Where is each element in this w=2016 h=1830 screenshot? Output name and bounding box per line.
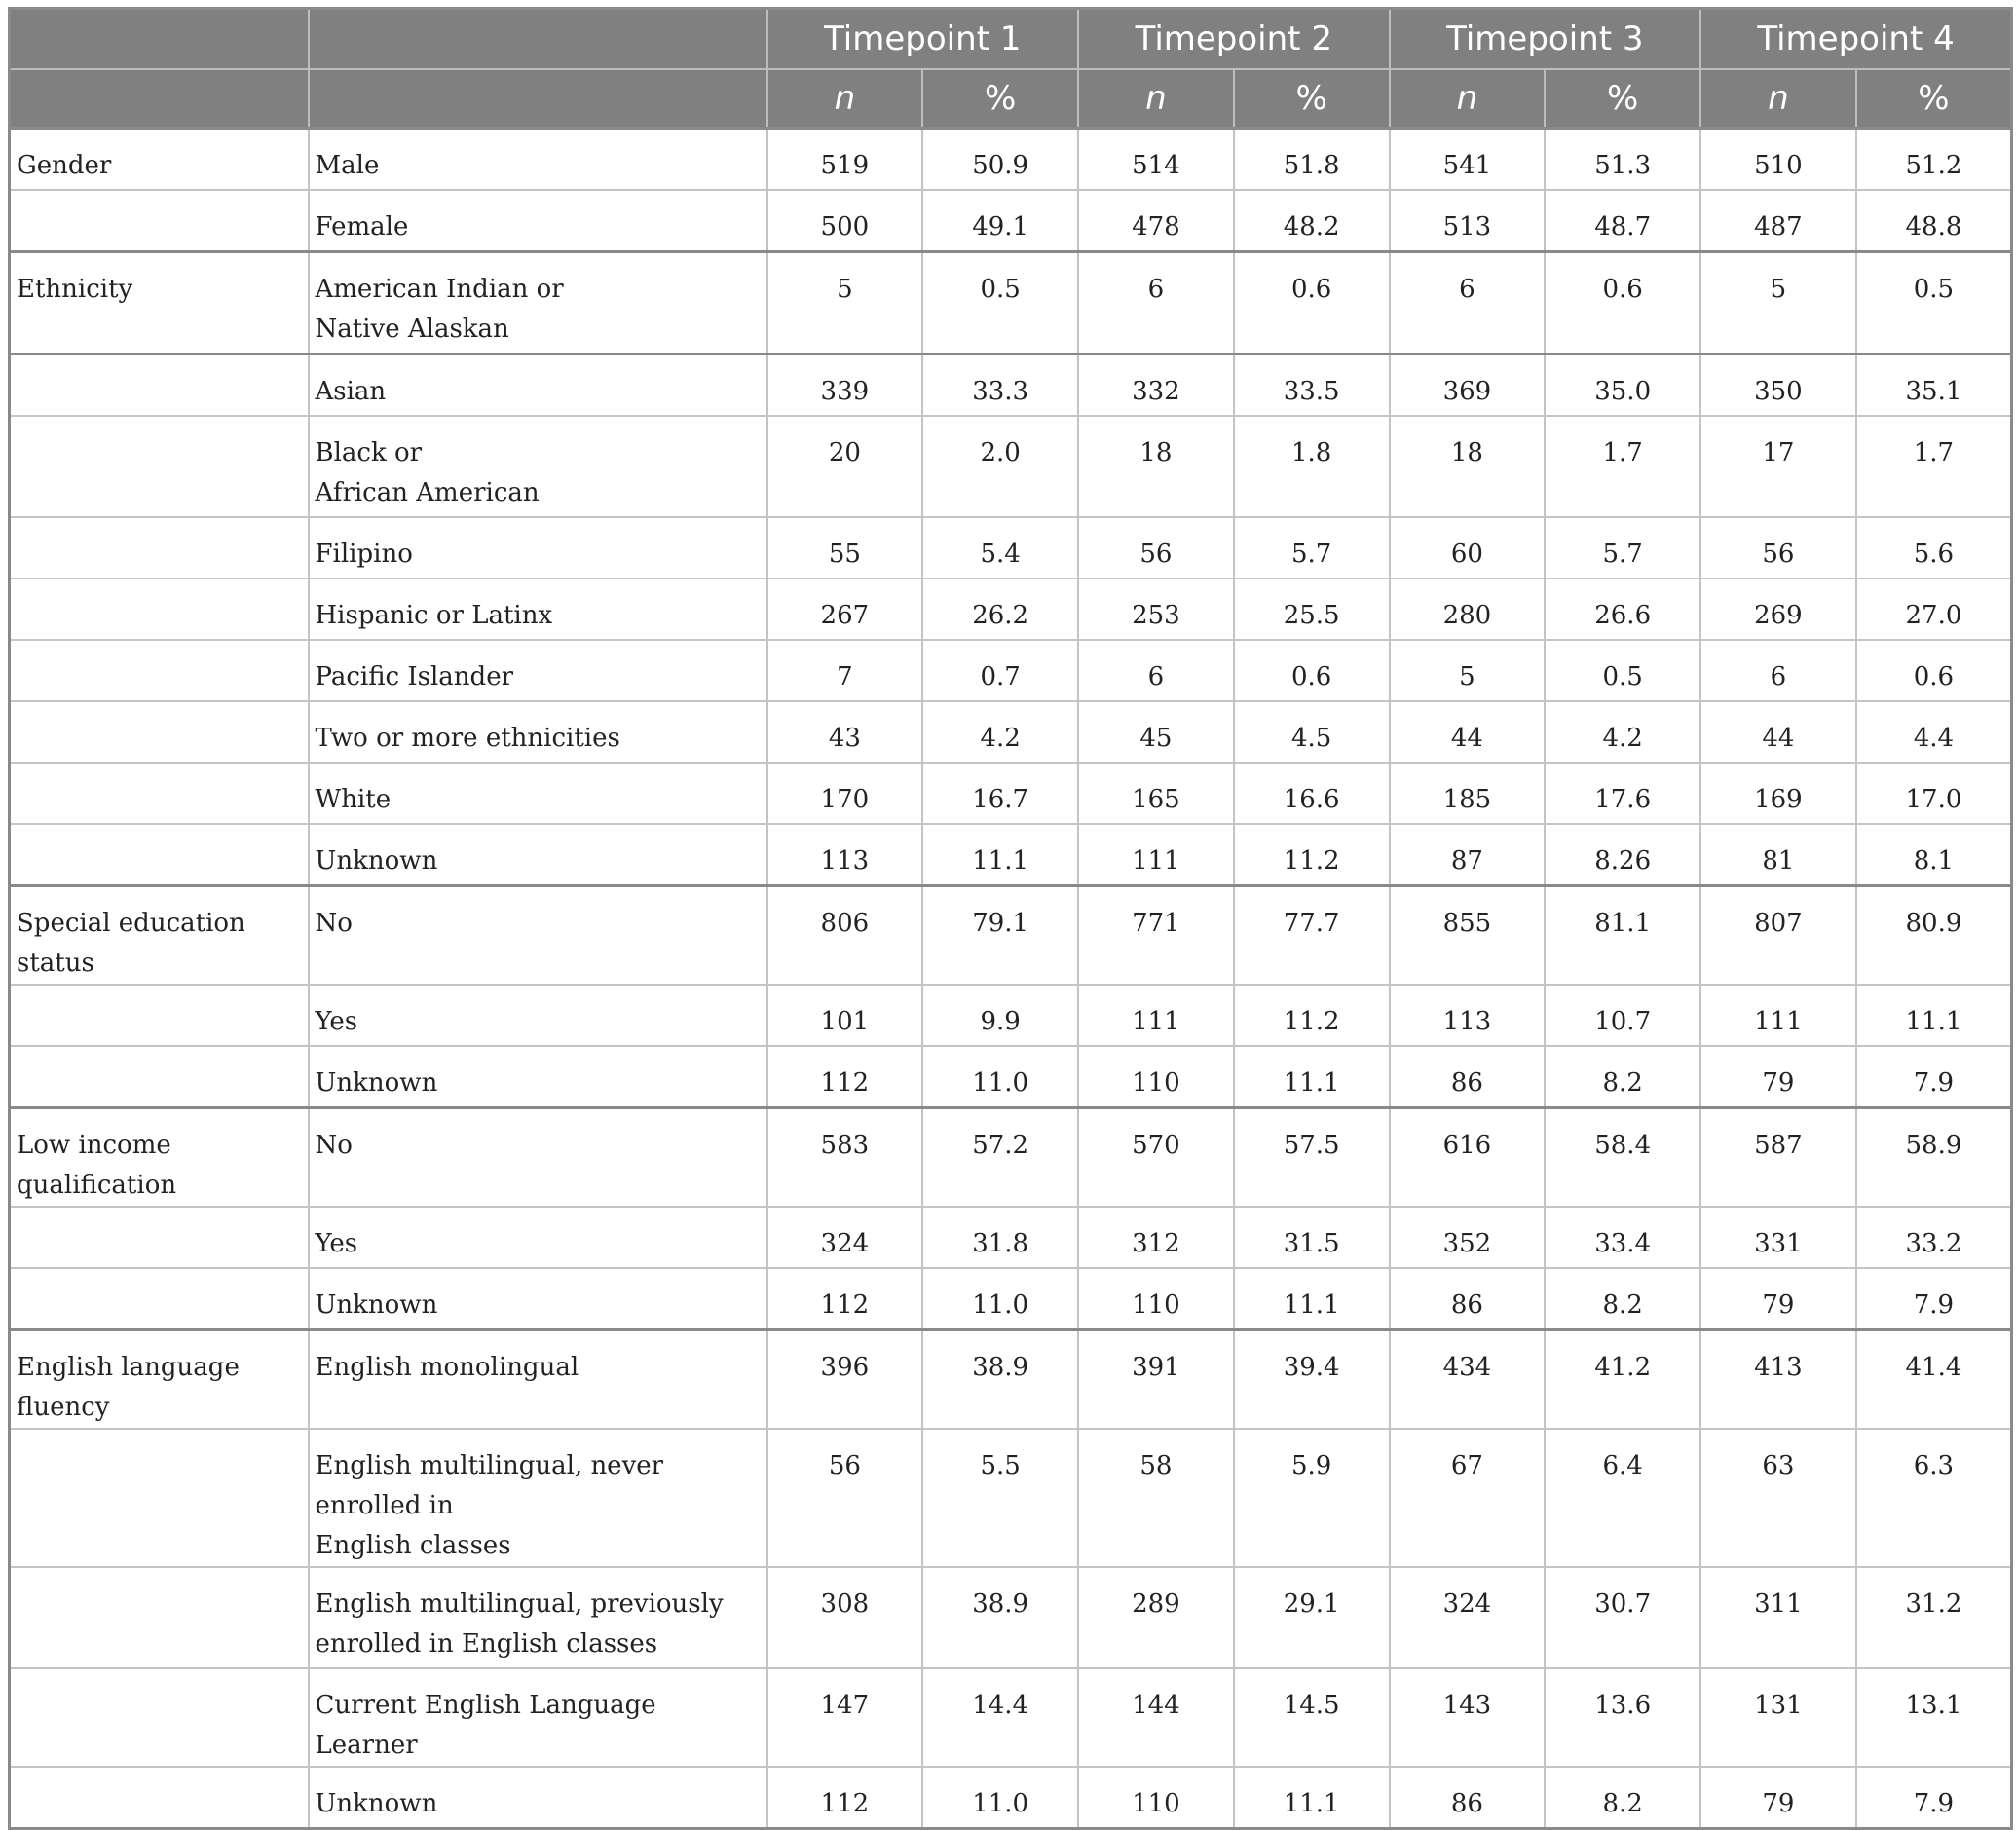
count-cell: 807	[1700, 886, 1856, 986]
percent-cell: 1.7	[1545, 416, 1700, 517]
percent-cell: 8.1	[1856, 824, 2012, 886]
table-row	[10, 190, 2012, 252]
count-cell: 81	[1700, 824, 1856, 886]
header-timepoint-3: Timepoint 3	[1390, 9, 1701, 70]
percent-cell: 11.1	[1856, 985, 2012, 1046]
table-row	[10, 985, 2012, 1046]
percent-cell: 51.2	[1856, 129, 2012, 191]
category-label: Hispanic or Latinx	[309, 579, 767, 640]
count-cell: 60	[1390, 517, 1546, 579]
percent-cell: 35.1	[1856, 355, 2012, 417]
category-label: No	[309, 1108, 767, 1208]
table-row	[10, 1046, 2012, 1108]
count-cell: 514	[1078, 129, 1234, 191]
percent-cell: 5.6	[1856, 517, 2012, 579]
group-label: Low income qualification	[10, 1108, 309, 1208]
category-label: English multilingual, never enrolled in English classes	[309, 1429, 767, 1567]
percent-cell: 58.4	[1545, 1108, 1700, 1208]
group-label	[10, 763, 309, 824]
category-label: White	[309, 763, 767, 824]
group-label	[10, 1268, 309, 1330]
percent-cell: 39.4	[1234, 1330, 1390, 1430]
count-cell: 6	[1078, 252, 1234, 355]
count-cell: 112	[767, 1268, 923, 1330]
header-percent: %	[1545, 69, 1700, 129]
percent-cell: 8.2	[1545, 1046, 1700, 1108]
percent-cell: 58.9	[1856, 1108, 2012, 1208]
percent-cell: 7.9	[1856, 1046, 2012, 1108]
count-cell: 63	[1700, 1429, 1856, 1567]
percent-cell: 14.4	[922, 1668, 1078, 1767]
count-cell: 143	[1390, 1668, 1546, 1767]
count-cell: 396	[767, 1330, 923, 1430]
percent-cell: 17.0	[1856, 763, 2012, 824]
count-cell: 111	[1078, 985, 1234, 1046]
percent-cell: 10.7	[1545, 985, 1700, 1046]
percent-cell: 38.9	[922, 1330, 1078, 1430]
percent-cell: 48.8	[1856, 190, 2012, 252]
count-cell: 339	[767, 355, 923, 417]
count-cell: 131	[1700, 1668, 1856, 1767]
group-label	[10, 1046, 309, 1108]
header-row-timepoints	[10, 9, 2012, 70]
count-cell: 510	[1700, 129, 1856, 191]
count-cell: 855	[1390, 886, 1546, 986]
count-cell: 6	[1078, 640, 1234, 701]
percent-cell: 33.2	[1856, 1207, 2012, 1268]
percent-cell: 35.0	[1545, 355, 1700, 417]
count-cell: 806	[767, 886, 923, 986]
category-label: No	[309, 886, 767, 986]
count-cell: 331	[1700, 1207, 1856, 1268]
percent-cell: 1.7	[1856, 416, 2012, 517]
count-cell: 86	[1390, 1046, 1546, 1108]
count-cell: 350	[1700, 355, 1856, 417]
category-label: Female	[309, 190, 767, 252]
group-label: English language fluency	[10, 1330, 309, 1430]
header-n: n	[1390, 69, 1546, 129]
count-cell: 56	[767, 1429, 923, 1567]
percent-cell: 38.9	[922, 1567, 1078, 1668]
count-cell: 324	[767, 1207, 923, 1268]
count-cell: 18	[1078, 416, 1234, 517]
count-cell: 44	[1700, 701, 1856, 763]
percent-cell: 4.5	[1234, 701, 1390, 763]
count-cell: 478	[1078, 190, 1234, 252]
header-percent: %	[1234, 69, 1390, 129]
percent-cell: 50.9	[922, 129, 1078, 191]
percent-cell: 0.6	[1234, 252, 1390, 355]
percent-cell: 4.2	[1545, 701, 1700, 763]
table-row	[10, 129, 2012, 191]
category-label: Yes	[309, 1207, 767, 1268]
group-label	[10, 985, 309, 1046]
category-label: Current English Language Learner	[309, 1668, 767, 1767]
group-label	[10, 824, 309, 886]
count-cell: 413	[1700, 1330, 1856, 1430]
category-label: Unknown	[309, 1268, 767, 1330]
table-row	[10, 1429, 2012, 1567]
percent-cell: 2.0	[922, 416, 1078, 517]
header-row-stats	[10, 69, 2012, 129]
percent-cell: 5.4	[922, 517, 1078, 579]
count-cell: 44	[1390, 701, 1546, 763]
count-cell: 111	[1078, 824, 1234, 886]
count-cell: 86	[1390, 1767, 1546, 1829]
count-cell: 112	[767, 1767, 923, 1829]
table-row	[10, 1207, 2012, 1268]
category-label: Filipino	[309, 517, 767, 579]
header-blank-group-2	[10, 69, 309, 129]
count-cell: 280	[1390, 579, 1546, 640]
header-percent: %	[922, 69, 1078, 129]
category-label: English multilingual, previously enrolled in English classes	[309, 1567, 767, 1668]
count-cell: 56	[1078, 517, 1234, 579]
category-label: American Indian or Native Alaskan	[309, 252, 767, 355]
count-cell: 113	[767, 824, 923, 886]
percent-cell: 79.1	[922, 886, 1078, 986]
count-cell: 110	[1078, 1268, 1234, 1330]
count-cell: 434	[1390, 1330, 1546, 1430]
percent-cell: 31.5	[1234, 1207, 1390, 1268]
count-cell: 43	[767, 701, 923, 763]
count-cell: 169	[1700, 763, 1856, 824]
percent-cell: 0.5	[1856, 252, 2012, 355]
percent-cell: 41.4	[1856, 1330, 2012, 1430]
percent-cell: 0.5	[922, 252, 1078, 355]
percent-cell: 33.3	[922, 355, 1078, 417]
group-label	[10, 640, 309, 701]
group-label	[10, 579, 309, 640]
header-n: n	[1700, 69, 1856, 129]
group-label	[10, 701, 309, 763]
group-label	[10, 517, 309, 579]
count-cell: 185	[1390, 763, 1546, 824]
percent-cell: 31.2	[1856, 1567, 2012, 1668]
count-cell: 6	[1700, 640, 1856, 701]
percent-cell: 11.0	[922, 1767, 1078, 1829]
percent-cell: 11.0	[922, 1046, 1078, 1108]
count-cell: 67	[1390, 1429, 1546, 1567]
count-cell: 79	[1700, 1046, 1856, 1108]
category-label: Unknown	[309, 1046, 767, 1108]
count-cell: 55	[767, 517, 923, 579]
count-cell: 113	[1390, 985, 1546, 1046]
group-label	[10, 1767, 309, 1829]
percent-cell: 0.5	[1545, 640, 1700, 701]
percent-cell: 8.26	[1545, 824, 1700, 886]
percent-cell: 14.5	[1234, 1668, 1390, 1767]
percent-cell: 49.1	[922, 190, 1078, 252]
percent-cell: 26.2	[922, 579, 1078, 640]
header-timepoint-2: Timepoint 2	[1078, 9, 1390, 70]
table-row	[10, 1567, 2012, 1668]
count-cell: 111	[1700, 985, 1856, 1046]
count-cell: 7	[767, 640, 923, 701]
percent-cell: 27.0	[1856, 579, 2012, 640]
category-label: Unknown	[309, 824, 767, 886]
percent-cell: 33.5	[1234, 355, 1390, 417]
table-row	[10, 886, 2012, 986]
percent-cell: 1.8	[1234, 416, 1390, 517]
percent-cell: 17.6	[1545, 763, 1700, 824]
count-cell: 45	[1078, 701, 1234, 763]
percent-cell: 48.2	[1234, 190, 1390, 252]
percent-cell: 81.1	[1545, 886, 1700, 986]
table-row	[10, 416, 2012, 517]
percent-cell: 77.7	[1234, 886, 1390, 986]
percent-cell: 11.0	[922, 1268, 1078, 1330]
count-cell: 253	[1078, 579, 1234, 640]
count-cell: 352	[1390, 1207, 1546, 1268]
header-percent: %	[1856, 69, 2012, 129]
count-cell: 110	[1078, 1046, 1234, 1108]
percent-cell: 11.1	[1234, 1046, 1390, 1108]
percent-cell: 30.7	[1545, 1567, 1700, 1668]
percent-cell: 57.2	[922, 1108, 1078, 1208]
percent-cell: 5.9	[1234, 1429, 1390, 1567]
percent-cell: 80.9	[1856, 886, 2012, 986]
count-cell: 312	[1078, 1207, 1234, 1268]
percent-cell: 7.9	[1856, 1767, 2012, 1829]
category-label: Pacific Islander	[309, 640, 767, 701]
percent-cell: 11.2	[1234, 824, 1390, 886]
percent-cell: 0.6	[1856, 640, 2012, 701]
count-cell: 144	[1078, 1668, 1234, 1767]
header-blank-group	[10, 9, 309, 70]
count-cell: 369	[1390, 355, 1546, 417]
count-cell: 587	[1700, 1108, 1856, 1208]
count-cell: 170	[767, 763, 923, 824]
percent-cell: 57.5	[1234, 1108, 1390, 1208]
table-row	[10, 1268, 2012, 1330]
percent-cell: 5.7	[1234, 517, 1390, 579]
count-cell: 570	[1078, 1108, 1234, 1208]
percent-cell: 4.4	[1856, 701, 2012, 763]
table-row	[10, 1330, 2012, 1430]
table-container	[8, 7, 2013, 1830]
header-timepoint-1: Timepoint 1	[767, 9, 1079, 70]
percent-cell: 5.7	[1545, 517, 1700, 579]
count-cell: 771	[1078, 886, 1234, 986]
percent-cell: 8.2	[1545, 1268, 1700, 1330]
count-cell: 513	[1390, 190, 1546, 252]
count-cell: 165	[1078, 763, 1234, 824]
category-label: Black or African American	[309, 416, 767, 517]
percent-cell: 51.8	[1234, 129, 1390, 191]
header-blank-category	[309, 9, 767, 70]
count-cell: 269	[1700, 579, 1856, 640]
percent-cell: 6.3	[1856, 1429, 2012, 1567]
percent-cell: 31.8	[922, 1207, 1078, 1268]
table-row	[10, 1108, 2012, 1208]
percent-cell: 4.2	[922, 701, 1078, 763]
group-label: Ethnicity	[10, 252, 309, 355]
count-cell: 58	[1078, 1429, 1234, 1567]
count-cell: 519	[767, 129, 923, 191]
percent-cell: 11.1	[1234, 1268, 1390, 1330]
count-cell: 289	[1078, 1567, 1234, 1668]
count-cell: 308	[767, 1567, 923, 1668]
percent-cell: 16.7	[922, 763, 1078, 824]
percent-cell: 16.6	[1234, 763, 1390, 824]
table-row	[10, 355, 2012, 417]
group-label	[10, 1207, 309, 1268]
category-label: Male	[309, 129, 767, 191]
count-cell: 487	[1700, 190, 1856, 252]
count-cell: 311	[1700, 1567, 1856, 1668]
table-row	[10, 701, 2012, 763]
count-cell: 616	[1390, 1108, 1546, 1208]
category-label: Unknown	[309, 1767, 767, 1829]
table-row	[10, 252, 2012, 355]
group-label	[10, 1668, 309, 1767]
table-row	[10, 824, 2012, 886]
percent-cell: 25.5	[1234, 579, 1390, 640]
count-cell: 541	[1390, 129, 1546, 191]
count-cell: 86	[1390, 1268, 1546, 1330]
percent-cell: 41.2	[1545, 1330, 1700, 1430]
count-cell: 101	[767, 985, 923, 1046]
count-cell: 391	[1078, 1330, 1234, 1430]
category-label: English monolingual	[309, 1330, 767, 1430]
percent-cell: 9.9	[922, 985, 1078, 1046]
group-label	[10, 1429, 309, 1567]
percent-cell: 0.6	[1234, 640, 1390, 701]
count-cell: 5	[1390, 640, 1546, 701]
demographics-table	[8, 7, 2013, 1830]
table-row	[10, 517, 2012, 579]
count-cell: 79	[1700, 1268, 1856, 1330]
table-row	[10, 579, 2012, 640]
count-cell: 5	[1700, 252, 1856, 355]
group-label	[10, 1567, 309, 1668]
percent-cell: 11.2	[1234, 985, 1390, 1046]
header-n: n	[767, 69, 923, 129]
percent-cell: 7.9	[1856, 1268, 2012, 1330]
category-label: Asian	[309, 355, 767, 417]
count-cell: 332	[1078, 355, 1234, 417]
count-cell: 17	[1700, 416, 1856, 517]
percent-cell: 8.2	[1545, 1767, 1700, 1829]
percent-cell: 0.7	[922, 640, 1078, 701]
header-blank-category-2	[309, 69, 767, 129]
table-body	[10, 129, 2012, 1829]
table-row	[10, 1767, 2012, 1829]
count-cell: 112	[767, 1046, 923, 1108]
category-label: Yes	[309, 985, 767, 1046]
percent-cell: 33.4	[1545, 1207, 1700, 1268]
percent-cell: 11.1	[922, 824, 1078, 886]
header-n: n	[1078, 69, 1234, 129]
percent-cell: 51.3	[1545, 129, 1700, 191]
group-label	[10, 190, 309, 252]
percent-cell: 13.1	[1856, 1668, 2012, 1767]
percent-cell: 0.6	[1545, 252, 1700, 355]
group-label	[10, 355, 309, 417]
percent-cell: 6.4	[1545, 1429, 1700, 1567]
table-row	[10, 640, 2012, 701]
count-cell: 583	[767, 1108, 923, 1208]
count-cell: 500	[767, 190, 923, 252]
percent-cell: 26.6	[1545, 579, 1700, 640]
count-cell: 147	[767, 1668, 923, 1767]
group-label	[10, 416, 309, 517]
count-cell: 79	[1700, 1767, 1856, 1829]
table-row	[10, 1668, 2012, 1767]
header-timepoint-4: Timepoint 4	[1700, 9, 2012, 70]
count-cell: 18	[1390, 416, 1546, 517]
count-cell: 324	[1390, 1567, 1546, 1668]
count-cell: 56	[1700, 517, 1856, 579]
group-label: Special education status	[10, 886, 309, 986]
count-cell: 6	[1390, 252, 1546, 355]
percent-cell: 29.1	[1234, 1567, 1390, 1668]
count-cell: 267	[767, 579, 923, 640]
category-label: Two or more ethnicities	[309, 701, 767, 763]
percent-cell: 48.7	[1545, 190, 1700, 252]
group-label: Gender	[10, 129, 309, 191]
percent-cell: 13.6	[1545, 1668, 1700, 1767]
table-row	[10, 763, 2012, 824]
count-cell: 110	[1078, 1767, 1234, 1829]
table-header	[10, 9, 2012, 129]
percent-cell: 11.1	[1234, 1767, 1390, 1829]
count-cell: 20	[767, 416, 923, 517]
percent-cell: 5.5	[922, 1429, 1078, 1567]
count-cell: 87	[1390, 824, 1546, 886]
count-cell: 5	[767, 252, 923, 355]
